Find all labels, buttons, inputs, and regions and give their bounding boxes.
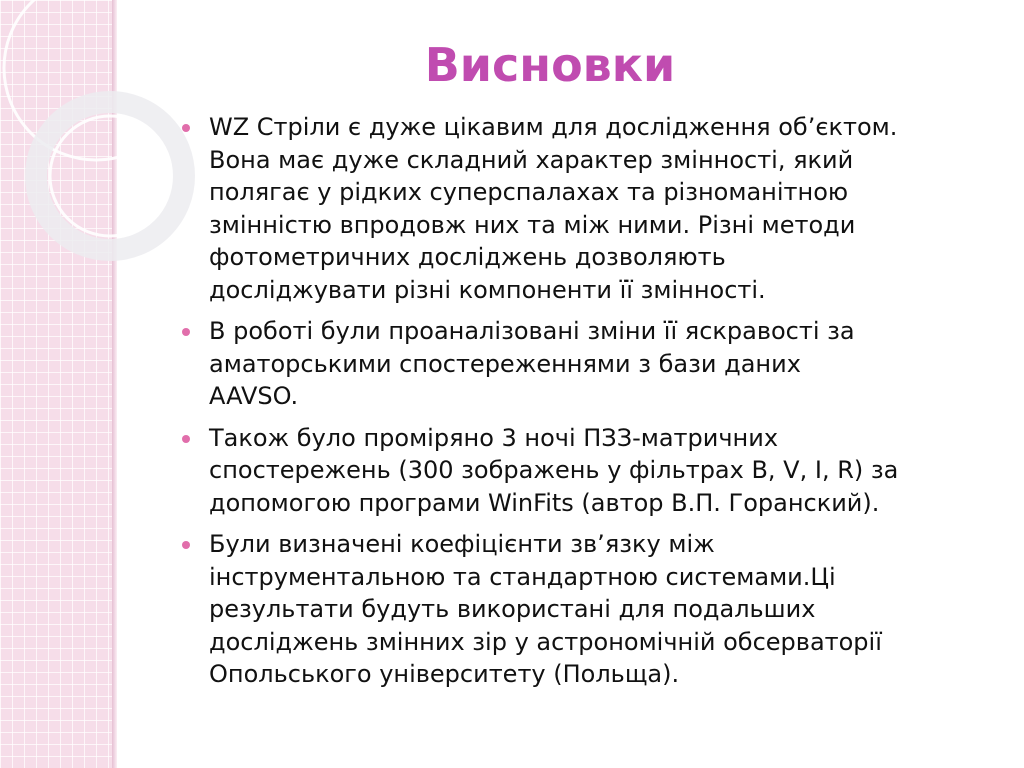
bullet-item bbox=[182, 111, 1002, 306]
bullet-item bbox=[182, 528, 1002, 691]
bullet-text: WZ Стріли є дуже цікавим для дослідження об’єктом. Вона має дуже складний характер змінності, який полягає у рідких суперспалахах та різноманітною змінністю впродовж них та між ними. Різні методи фотометричних досліджень дозволяють досліджувати різні компоненти її змінності. bbox=[209, 113, 898, 304]
bullet-item bbox=[182, 315, 1002, 413]
bullet-text: В роботі були проаналізовані зміни її яскравості за аматорськими спостереженнями з бази даних AAVSO. bbox=[209, 317, 855, 410]
round-bullet-icon bbox=[182, 328, 190, 336]
bullet-text: Були визначені коефіцієнти зв’язку між інструментальною та стандартною системами.Ці результати будуть використані для подальших досліджень змінних зір у астрономічній обсерваторії Опольського університету (Польща). bbox=[209, 530, 882, 688]
bullet-item bbox=[182, 422, 1002, 520]
round-bullet-icon bbox=[182, 541, 190, 549]
bullet-text: Також було проміряно 3 ночі ПЗЗ-матричних спостережень (300 зображень у фільтрах B, V, I, R) за допомогою програми WinFits (автор В.П. Горанский). bbox=[209, 423, 899, 517]
slide-title: Висновки bbox=[424, 38, 676, 92]
round-bullet-icon bbox=[182, 124, 190, 132]
bullet-list bbox=[182, 111, 1002, 700]
round-bullet-icon bbox=[182, 435, 190, 443]
